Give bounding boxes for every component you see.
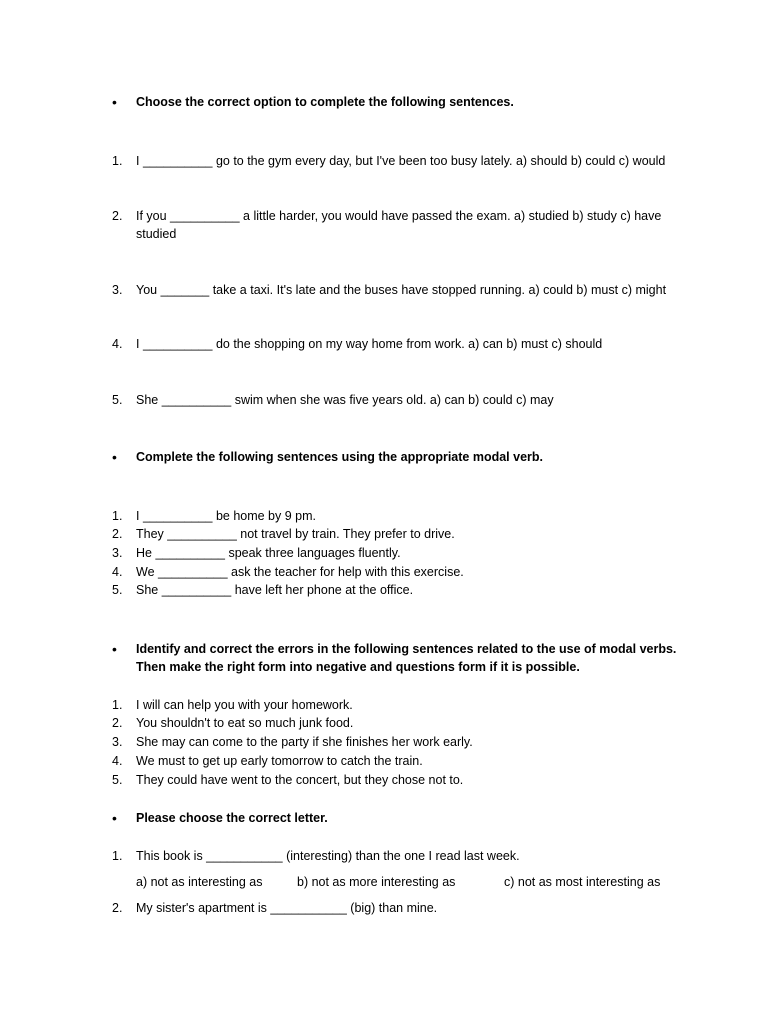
item-number: 1. bbox=[112, 849, 123, 863]
item-text: She __________ have left her phone at the office. bbox=[136, 583, 414, 597]
option-a: a) not as interesting as bbox=[136, 875, 263, 889]
item-number: 1. bbox=[112, 698, 123, 712]
item-number: 4. bbox=[112, 337, 123, 351]
item-text: I will can help you with your homework. bbox=[136, 698, 353, 712]
item-number: 5. bbox=[112, 773, 123, 787]
item-text: He __________ speak three languages fluently. bbox=[136, 546, 401, 560]
option-c: c) not as most interesting as bbox=[504, 875, 661, 889]
item-text: I __________ be home by 9 pm. bbox=[136, 509, 316, 523]
item-number: 2. bbox=[112, 716, 123, 730]
item-text: I __________ do the shopping on my way home from work. a) can b) must c) should bbox=[136, 337, 603, 351]
section-3-heading: Identify and correct the errors in the following sentences related to the use of modal verbs. Then make the right form into negative and questions form if it is possible. bbox=[136, 642, 677, 674]
bullet-icon: • bbox=[112, 641, 117, 657]
item-number: 3. bbox=[112, 735, 123, 749]
section-2-heading: Complete the following sentences using the appropriate modal verb. bbox=[136, 450, 544, 464]
section-4-heading: Please choose the correct letter. bbox=[136, 811, 328, 825]
item-number: 1. bbox=[112, 154, 123, 168]
item-number: 2. bbox=[112, 527, 123, 541]
item-number: 4. bbox=[112, 565, 123, 579]
option-b: b) not as more interesting as bbox=[297, 875, 456, 889]
item-text: We __________ ask the teacher for help with this exercise. bbox=[136, 565, 464, 579]
item-number: 4. bbox=[112, 754, 123, 768]
item-text: She __________ swim when she was five years old. a) can b) could c) may bbox=[136, 393, 554, 407]
bullet-icon: • bbox=[112, 449, 117, 465]
item-text: We must to get up early tomorrow to catch the train. bbox=[136, 754, 423, 768]
item-text: She may can come to the party if she finishes her work early. bbox=[136, 735, 473, 749]
item-number: 3. bbox=[112, 283, 123, 297]
item-number: 5. bbox=[112, 583, 123, 597]
bullet-icon: • bbox=[112, 94, 117, 110]
section-1-heading: Choose the correct option to complete the following sentences. bbox=[136, 95, 514, 109]
item-text: You shouldn't to eat so much junk food. bbox=[136, 716, 354, 730]
item-number: 2. bbox=[112, 901, 123, 915]
item-text: If you __________ a little harder, you would have passed the exam. a) studied b) study c) have studied bbox=[136, 209, 662, 241]
item-text: They __________ not travel by train. They prefer to drive. bbox=[136, 527, 455, 541]
item-number: 3. bbox=[112, 546, 123, 560]
item-number: 2. bbox=[112, 209, 123, 223]
item-text: This book is ___________ (interesting) than the one I read last week. bbox=[136, 849, 520, 863]
item-text: I __________ go to the gym every day, but I've been too busy lately. a) should b) could c) would bbox=[136, 154, 666, 168]
item-number: 1. bbox=[112, 509, 123, 523]
bullet-icon: • bbox=[112, 810, 117, 826]
item-text: You _______ take a taxi. It's late and the buses have stopped running. a) could b) must c) might bbox=[136, 283, 667, 297]
item-text: They could have went to the concert, but they chose not to. bbox=[136, 773, 464, 787]
item-number: 5. bbox=[112, 393, 123, 407]
item-text: My sister's apartment is ___________ (big) than mine. bbox=[136, 901, 438, 915]
